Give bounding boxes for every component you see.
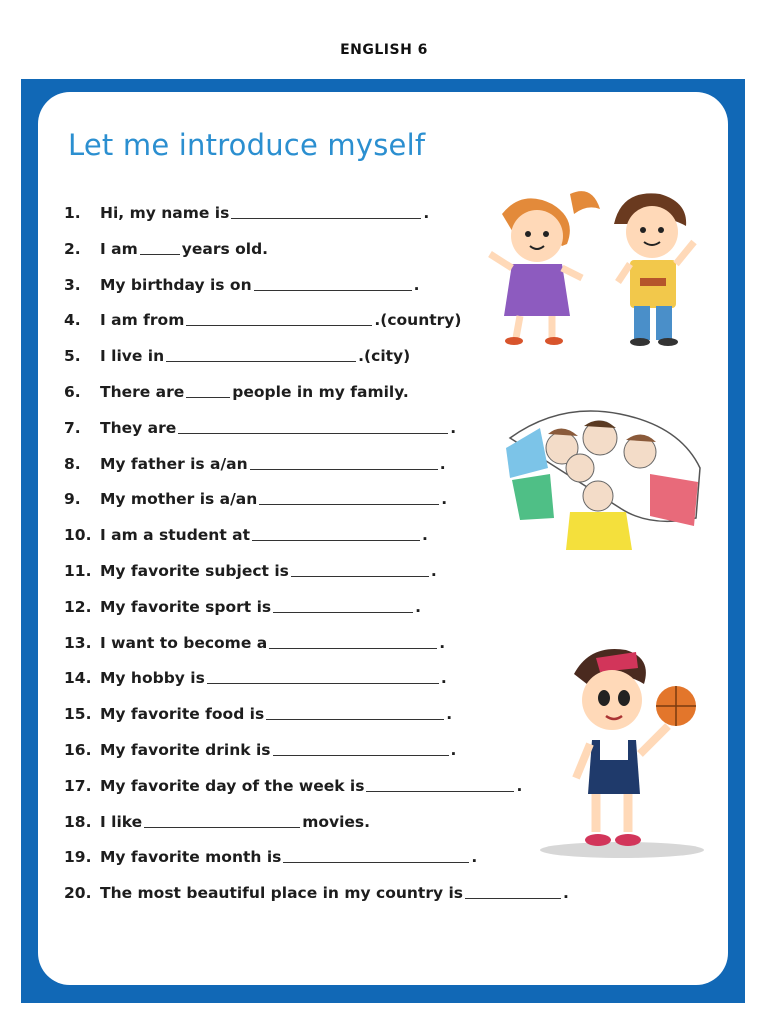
question-suffix: years old. <box>181 239 269 258</box>
question-number: 13. <box>64 633 92 652</box>
question-item <box>64 339 410 365</box>
question-text: My favorite sport is <box>100 597 272 616</box>
question-text: My mother is a/an <box>100 490 258 509</box>
question-item <box>64 518 428 544</box>
question-text: My favorite day of the week is <box>100 776 365 795</box>
question-item <box>64 196 429 222</box>
kids-illustration <box>482 184 704 350</box>
question-text: They are <box>100 418 177 437</box>
question-suffix: . <box>430 562 437 580</box>
question-suffix: . <box>423 204 430 222</box>
question-number: 12. <box>64 597 92 616</box>
question-text: My hobby is <box>100 669 205 688</box>
question-text: I am a student at <box>100 526 251 545</box>
question-number: 10. <box>64 526 92 545</box>
question-suffix: movies. <box>302 812 371 831</box>
question-number: 4. <box>64 311 81 330</box>
question-text: My favorite subject is <box>100 562 289 580</box>
question-number: 14. <box>64 669 92 688</box>
question-item <box>64 268 420 294</box>
question-suffix: people in my family. <box>232 383 409 401</box>
question-item <box>64 375 409 401</box>
question-text: I am from <box>100 311 185 330</box>
question-item <box>64 840 477 866</box>
question-item <box>64 303 461 329</box>
question-number: 7. <box>64 418 81 437</box>
family-illustration <box>500 408 706 554</box>
question-text: My father is a/an <box>100 454 248 473</box>
worksheet-title: Let me introduce myself <box>68 128 426 162</box>
question-text: My birthday is on <box>100 275 252 294</box>
answer-blank[interactable] <box>144 811 300 828</box>
question-item <box>64 447 446 473</box>
question-suffix: . <box>440 669 447 688</box>
question-suffix: . <box>441 490 448 509</box>
question-item <box>64 411 456 437</box>
answer-blank[interactable] <box>269 632 437 649</box>
question-item <box>64 661 447 687</box>
question-number: 1. <box>64 204 81 222</box>
question-text: My favorite month is <box>100 848 282 867</box>
answer-blank[interactable] <box>273 596 413 613</box>
question-text: I want to become a <box>100 633 268 652</box>
question-text: Hi, my name is <box>100 204 230 222</box>
answer-blank[interactable] <box>140 238 180 255</box>
question-text: My favorite drink is <box>100 741 271 759</box>
question-item <box>64 805 370 831</box>
answer-blank[interactable] <box>259 488 439 505</box>
question-number: 11. <box>64 562 92 580</box>
answer-blank[interactable] <box>178 417 448 434</box>
question-suffix: . <box>446 705 453 724</box>
question-suffix: . <box>413 275 420 294</box>
question-number: 17. <box>64 776 92 795</box>
answer-blank[interactable] <box>465 882 561 899</box>
question-number: 2. <box>64 239 81 258</box>
page-header: ENGLISH 6 <box>340 42 428 58</box>
answer-blank[interactable] <box>186 381 230 398</box>
question-suffix: . <box>450 418 457 437</box>
basketball-boy-illustration <box>540 644 706 864</box>
answer-blank[interactable] <box>250 453 438 470</box>
question-suffix: . <box>439 454 446 473</box>
answer-blank[interactable] <box>266 703 444 720</box>
question-number: 15. <box>64 705 92 724</box>
question-item <box>64 876 569 902</box>
question-suffix: . <box>415 597 422 616</box>
question-number: 8. <box>64 454 81 473</box>
question-suffix: .(city) <box>358 347 411 366</box>
question-item <box>64 733 456 759</box>
question-number: 5. <box>64 347 81 366</box>
question-number: 3. <box>64 275 81 294</box>
question-number: 20. <box>64 884 92 903</box>
answer-blank[interactable] <box>291 560 429 577</box>
question-text: There are <box>100 383 185 401</box>
question-suffix: . <box>439 633 446 652</box>
answer-blank[interactable] <box>252 524 420 541</box>
question-item <box>64 590 421 616</box>
answer-blank[interactable] <box>231 202 421 219</box>
question-item <box>64 482 447 508</box>
answer-blank[interactable] <box>254 274 412 291</box>
answer-blank[interactable] <box>166 345 356 362</box>
question-item <box>64 626 445 652</box>
question-suffix: .(country) <box>374 311 462 330</box>
question-text: I am <box>100 239 138 258</box>
question-suffix: . <box>563 884 569 903</box>
question-suffix: . <box>450 741 457 759</box>
answer-blank[interactable] <box>207 667 439 684</box>
question-suffix: . <box>422 526 428 545</box>
question-number: 6. <box>64 383 81 401</box>
answer-blank[interactable] <box>283 846 469 863</box>
question-item <box>64 697 452 723</box>
answer-blank[interactable] <box>186 309 372 326</box>
answer-blank[interactable] <box>366 775 514 792</box>
question-number: 18. <box>64 812 92 831</box>
question-number: 19. <box>64 848 92 867</box>
question-number: 9. <box>64 490 81 509</box>
question-item <box>64 232 268 258</box>
question-item <box>64 554 437 580</box>
question-text: My favorite food is <box>100 705 265 724</box>
answer-blank[interactable] <box>273 739 449 756</box>
question-text: I like <box>100 812 143 831</box>
question-text: I live in <box>100 347 165 366</box>
question-text: The most beautiful place in my country is <box>100 884 464 903</box>
question-suffix: . <box>471 848 478 867</box>
question-item <box>64 769 522 795</box>
question-number: 16. <box>64 741 92 759</box>
question-suffix: . <box>516 776 523 795</box>
